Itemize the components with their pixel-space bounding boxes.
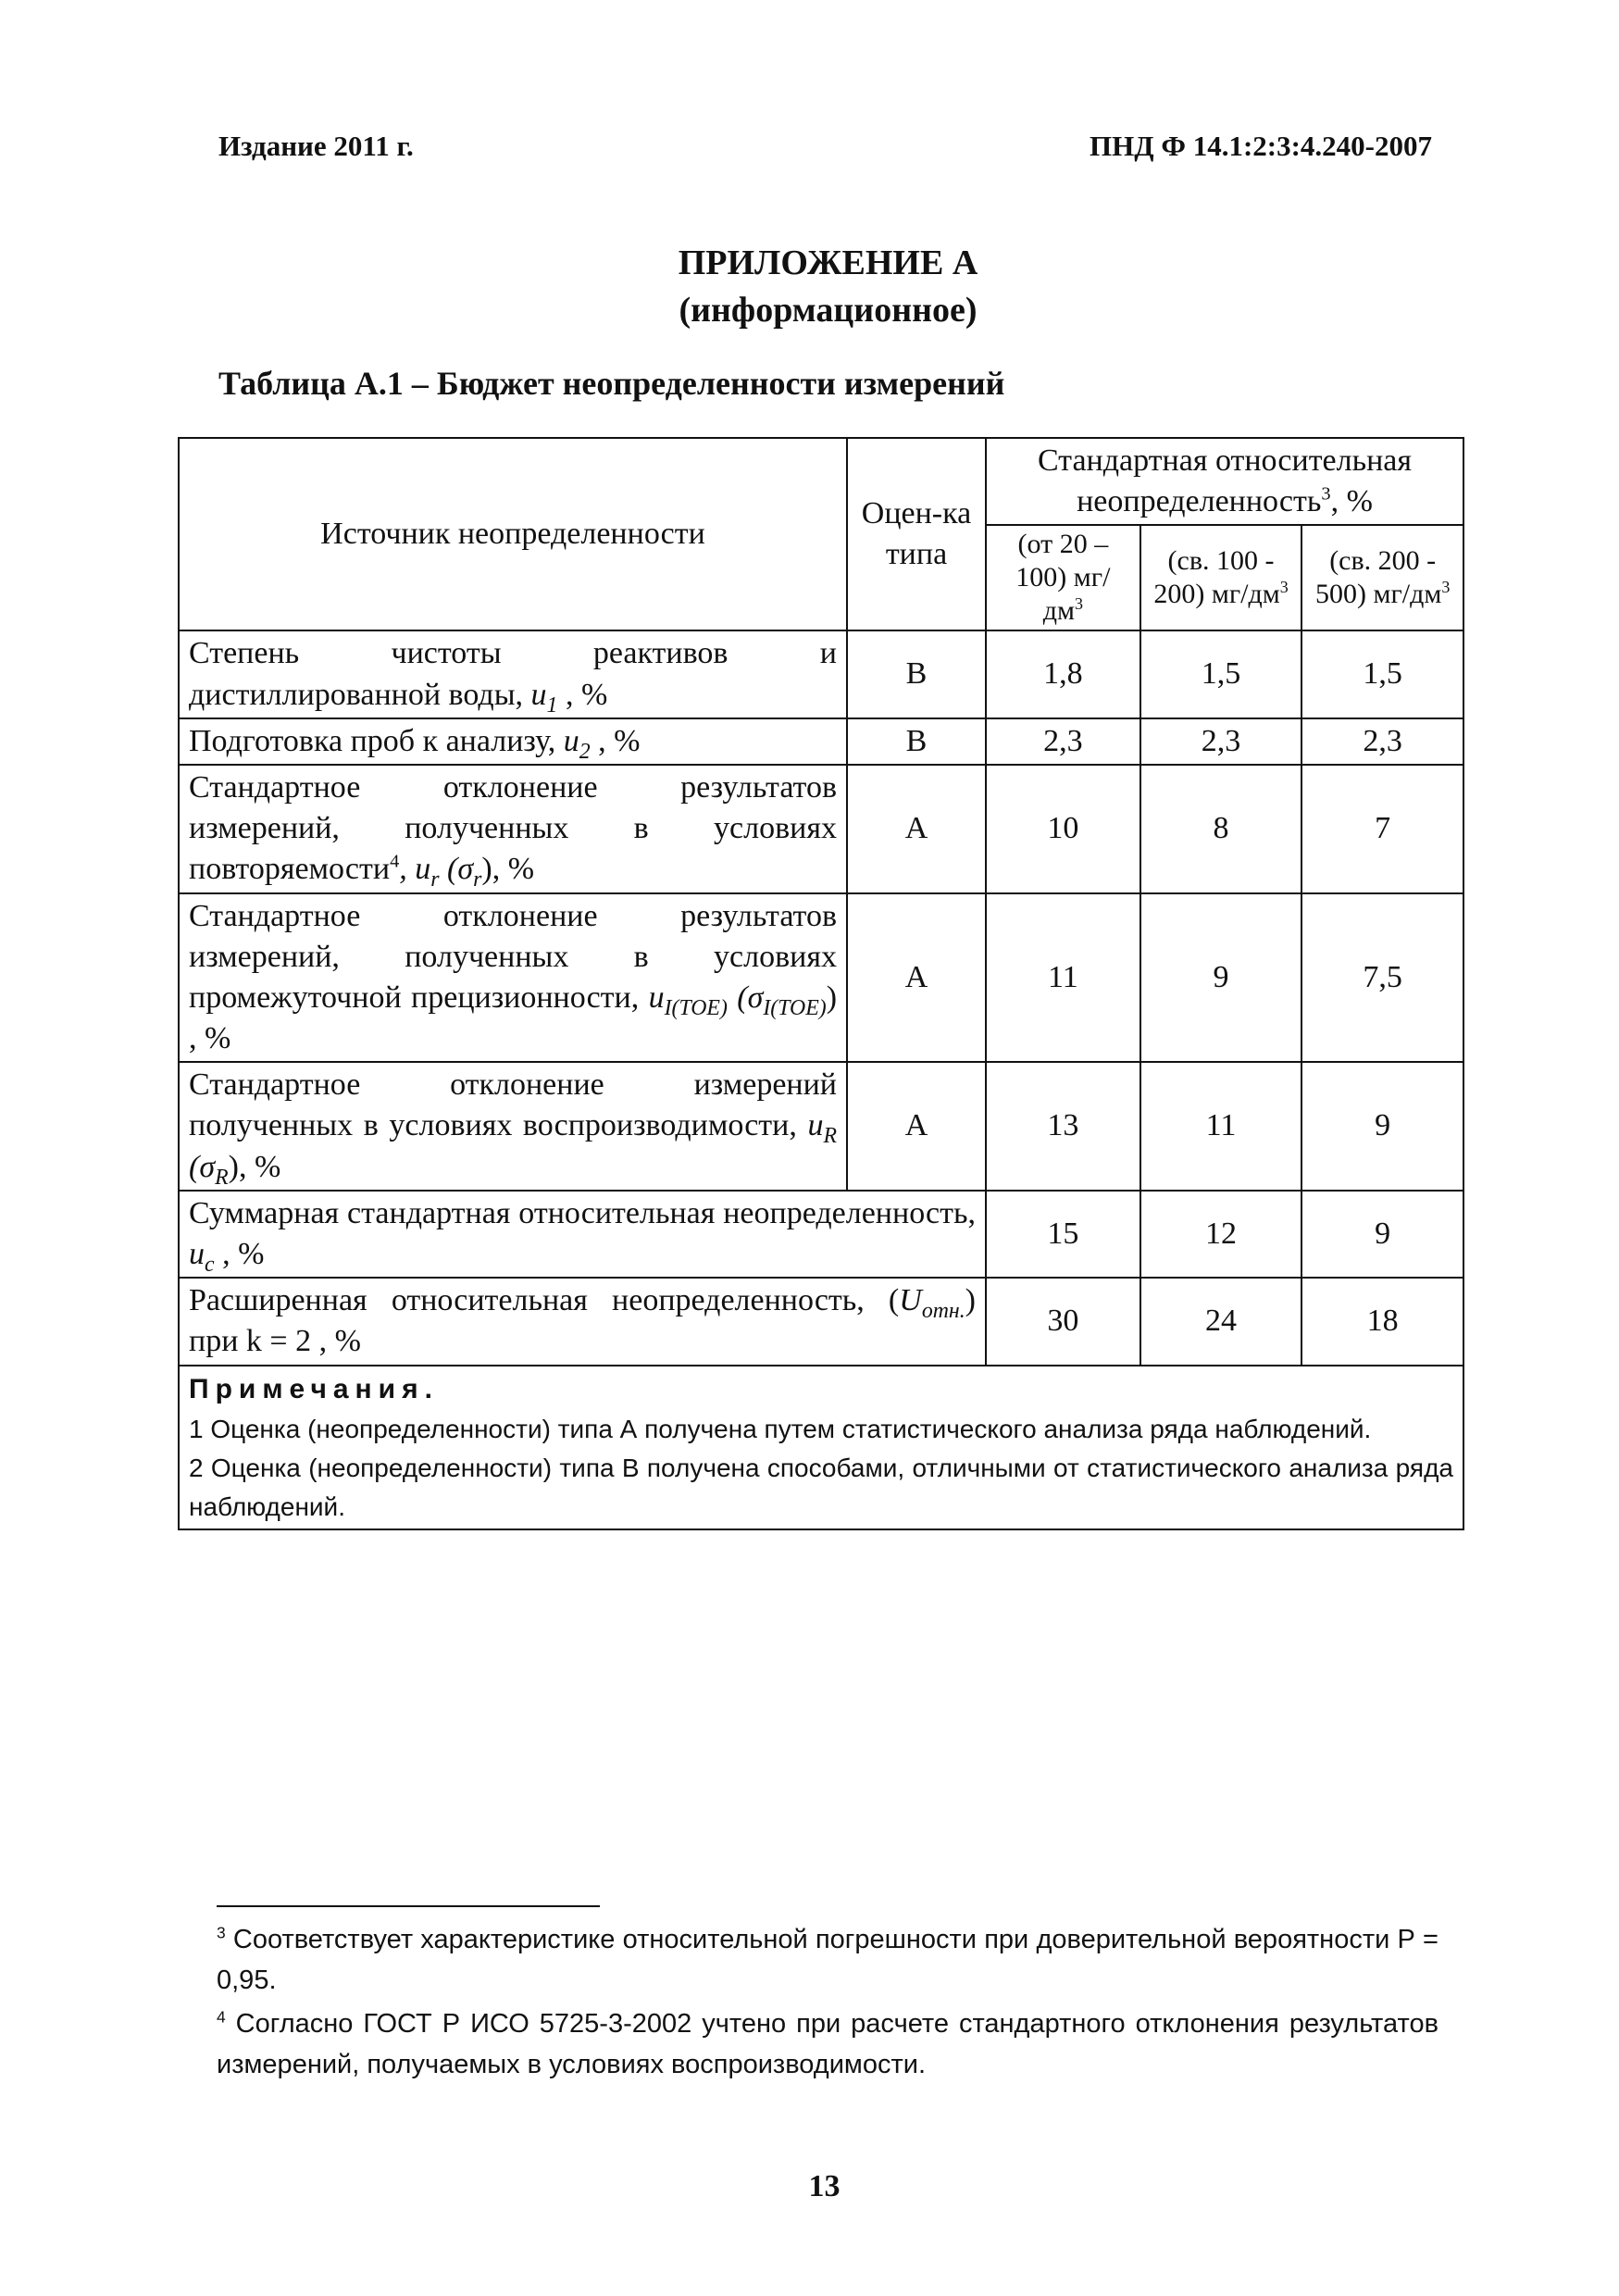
row-value: 30 — [986, 1278, 1140, 1365]
header-source: Источник неопределенности — [179, 438, 847, 630]
edition-label: Издание 2011 г. — [218, 130, 414, 162]
page-number: 13 — [808, 2169, 841, 2203]
row-value: 9 — [1301, 1191, 1463, 1278]
uncertainty-budget-table — [178, 437, 1464, 1530]
header-range: (св. 200 - 500) $мг/дм^3$ — [1301, 525, 1463, 630]
footnotes — [217, 1920, 1438, 2089]
table-row-expanded — [179, 1278, 1463, 1365]
row-value: 2,3 — [1140, 718, 1302, 765]
row-value: 24 — [1140, 1278, 1302, 1365]
row-source: Суммарная стандартная относительная неопределенность, $u_c$ , % — [179, 1191, 986, 1278]
table-caption: Таблица А.1 – Бюджет неопределенности измерений — [218, 365, 1005, 402]
row-source: Подготовка проб к анализу, $u_2$ , % — [179, 718, 847, 765]
appendix-title: ПРИЛОЖЕНИЕ А — [678, 243, 978, 282]
row-source: Стандартное отклонение измерений полученных в условиях воспроизводимости, $u_R$ $(\sigma_R)$, % — [179, 1062, 847, 1191]
row-source: Стандартное отклонение результатов измерений, полученных в условиях повторяемости$^4$, $u_r$ $(\sigma_r)$, % — [179, 765, 847, 893]
header-range: (св. 100 - 200) $мг/дм^3$ — [1140, 525, 1302, 630]
row-value: 9 — [1301, 1062, 1463, 1191]
row-value: 8 — [1140, 765, 1302, 893]
row-value: 2,3 — [986, 718, 1140, 765]
table-row — [179, 1062, 1463, 1191]
row-source: Стандартное отклонение результатов измерений, полученных в условиях промежуточной прецизионности, $u_{I(TOE)}$ $(\sigma_{I(TOE)})$ , % — [179, 893, 847, 1063]
footnote-separator — [217, 1905, 600, 1907]
row-estimate: А — [847, 765, 986, 893]
header-range: (от 20 – 100) $мг/дм^3$ — [986, 525, 1140, 630]
header-estimate: Оцен-ка типа — [847, 438, 986, 630]
row-value: 11 — [986, 893, 1140, 1063]
header-standard-uncertainty: Стандартная относительная неопределенность$^3$, % — [986, 438, 1463, 525]
notes-row — [179, 1366, 1463, 1529]
row-value: 9 — [1140, 893, 1302, 1063]
row-value: 2,3 — [1301, 718, 1463, 765]
footnote: $^3$ Соответствует характеристике относительной погрешности при доверительной вероятности Р = 0,95. — [217, 1923, 1438, 1995]
row-value: 13 — [986, 1062, 1140, 1191]
footnote: $^4$ Согласно ГОСТ Р ИСО 5725-3-2002 учтено при расчете стандартного отклонения результатов измерений, получаемых в условиях воспроизводимости. — [217, 2007, 1438, 2079]
table-header-row — [179, 438, 1463, 525]
row-estimate: А — [847, 1062, 986, 1191]
notes-cell — [179, 1366, 1463, 1529]
appendix-subtitle: (информационное) — [679, 291, 978, 330]
table-row — [179, 718, 1463, 765]
row-value: 11 — [1140, 1062, 1302, 1191]
row-source: Расширенная относительная неопределенность, $(U_{отн.})$ при k = 2 , % — [179, 1278, 986, 1365]
note-item: 1 Оценка (неопределенности) типа А получена путем статистического анализа ряда наблюдений. — [189, 1414, 1372, 1443]
row-value: 15 — [986, 1191, 1140, 1278]
table-row — [179, 630, 1463, 718]
table-row-combined — [179, 1191, 1463, 1278]
table-row — [179, 893, 1463, 1063]
note-item: 2 Оценка (неопределенности) типа В получена способами, отличными от статистического анализа ряда наблюдений. — [189, 1453, 1453, 1521]
document-code: ПНД Ф 14.1:2:3:4.240-2007 — [1090, 130, 1432, 162]
row-estimate: В — [847, 718, 986, 765]
row-value: 1,8 — [986, 630, 1140, 718]
row-estimate: А — [847, 893, 986, 1063]
row-value: 1,5 — [1140, 630, 1302, 718]
notes-title: Примечания. — [189, 1373, 439, 1404]
row-value: 12 — [1140, 1191, 1302, 1278]
row-source: Степень чистоты реактивов и дистиллированной воды, $u_1$ , % — [179, 630, 847, 718]
row-value: 10 — [986, 765, 1140, 893]
row-estimate: В — [847, 630, 986, 718]
row-value: 7,5 — [1301, 893, 1463, 1063]
row-value: 18 — [1301, 1278, 1463, 1365]
row-value: 1,5 — [1301, 630, 1463, 718]
row-value: 7 — [1301, 765, 1463, 893]
table-row — [179, 765, 1463, 893]
